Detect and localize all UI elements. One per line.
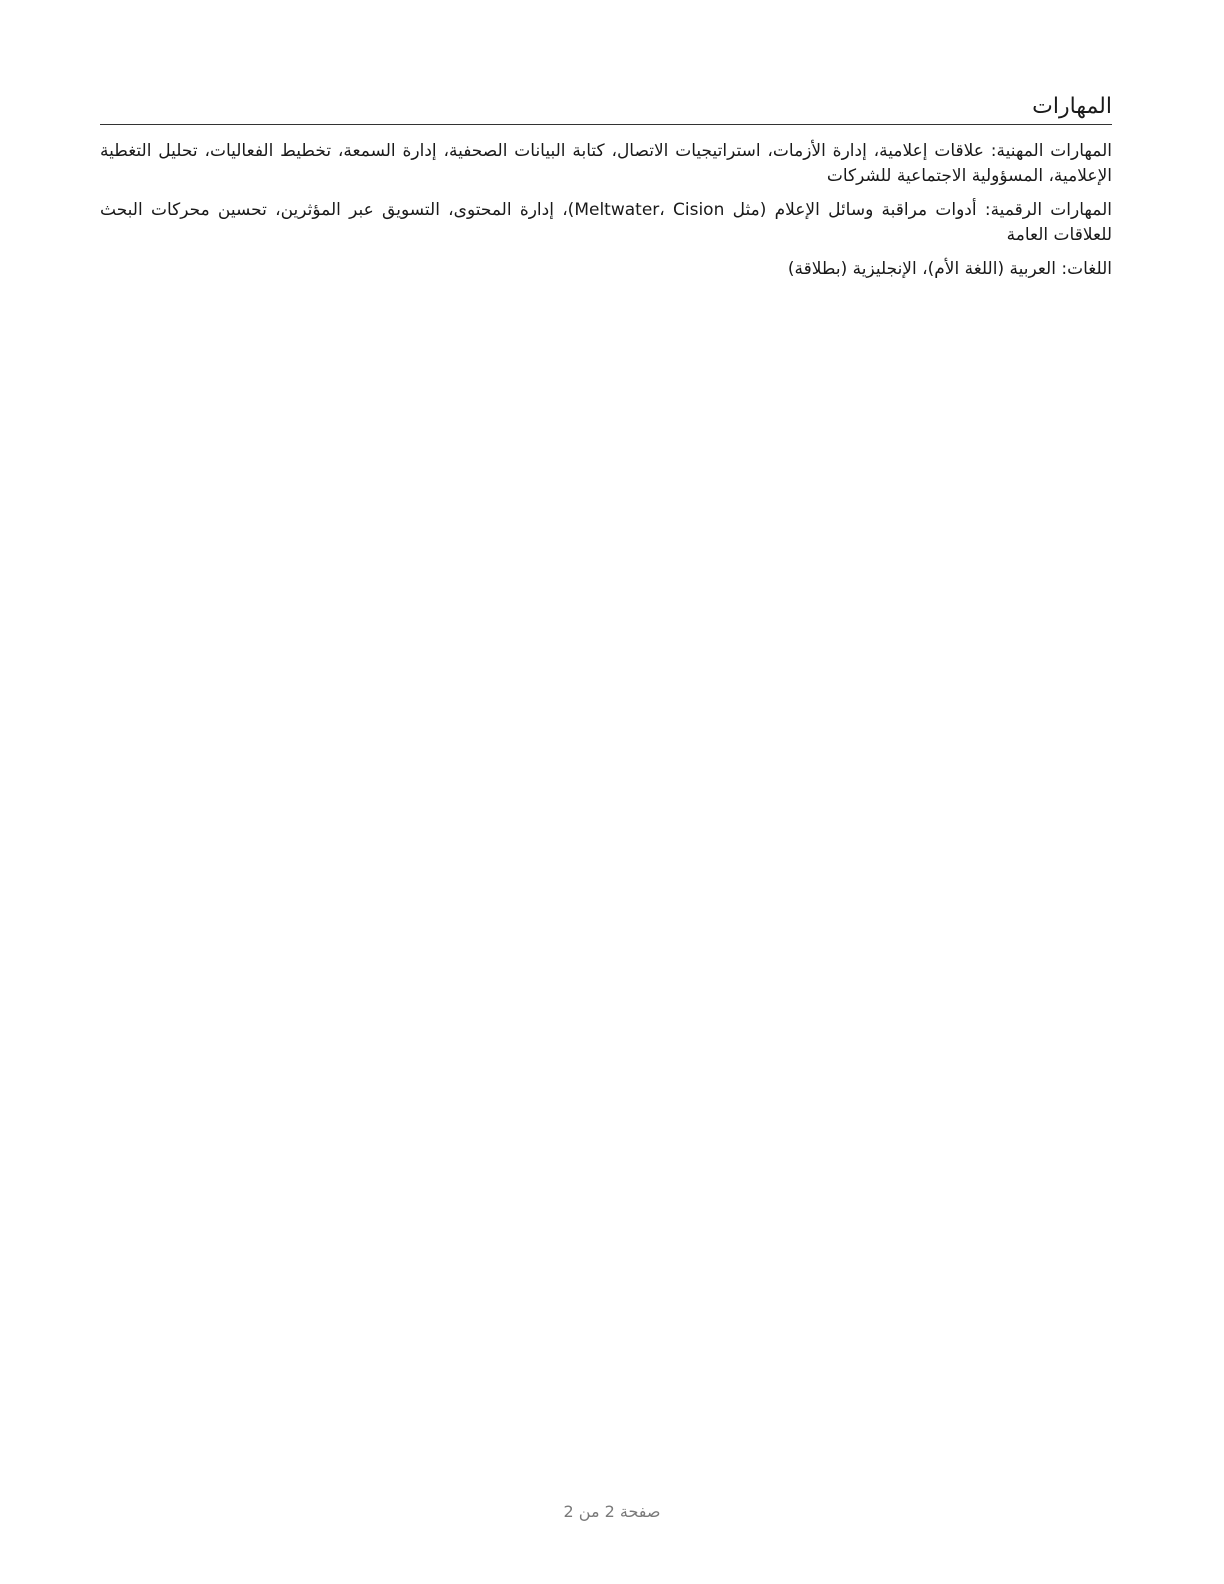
professional-skills-text: المهارات المهنية: علاقات إعلامية، إدارة الأزمات، استراتيجيات الاتصال، كتابة البيانات الصحفية، إدارة السمعة، تخطيط الفعاليات، تحليل التغطية الإعلامية، المسؤولية الاجتماعية للشركات xyxy=(100,141,1112,186)
digital-skills-text: المهارات الرقمية: أدوات مراقبة وسائل الإعلام (مثل Meltwater، Cision)، إدارة المحتوى، التسويق عبر المؤثرين، تحسين محركات البحث للعلاقات العامة xyxy=(100,200,1112,245)
document-page xyxy=(100,92,1112,282)
section-heading-skills: المهارات xyxy=(100,92,1112,125)
languages-text: اللغات: العربية (اللغة الأم)، الإنجليزية (بطلاقة) xyxy=(787,259,1112,279)
page-number-footer: صفحة 2 من 2 xyxy=(563,1502,661,1521)
